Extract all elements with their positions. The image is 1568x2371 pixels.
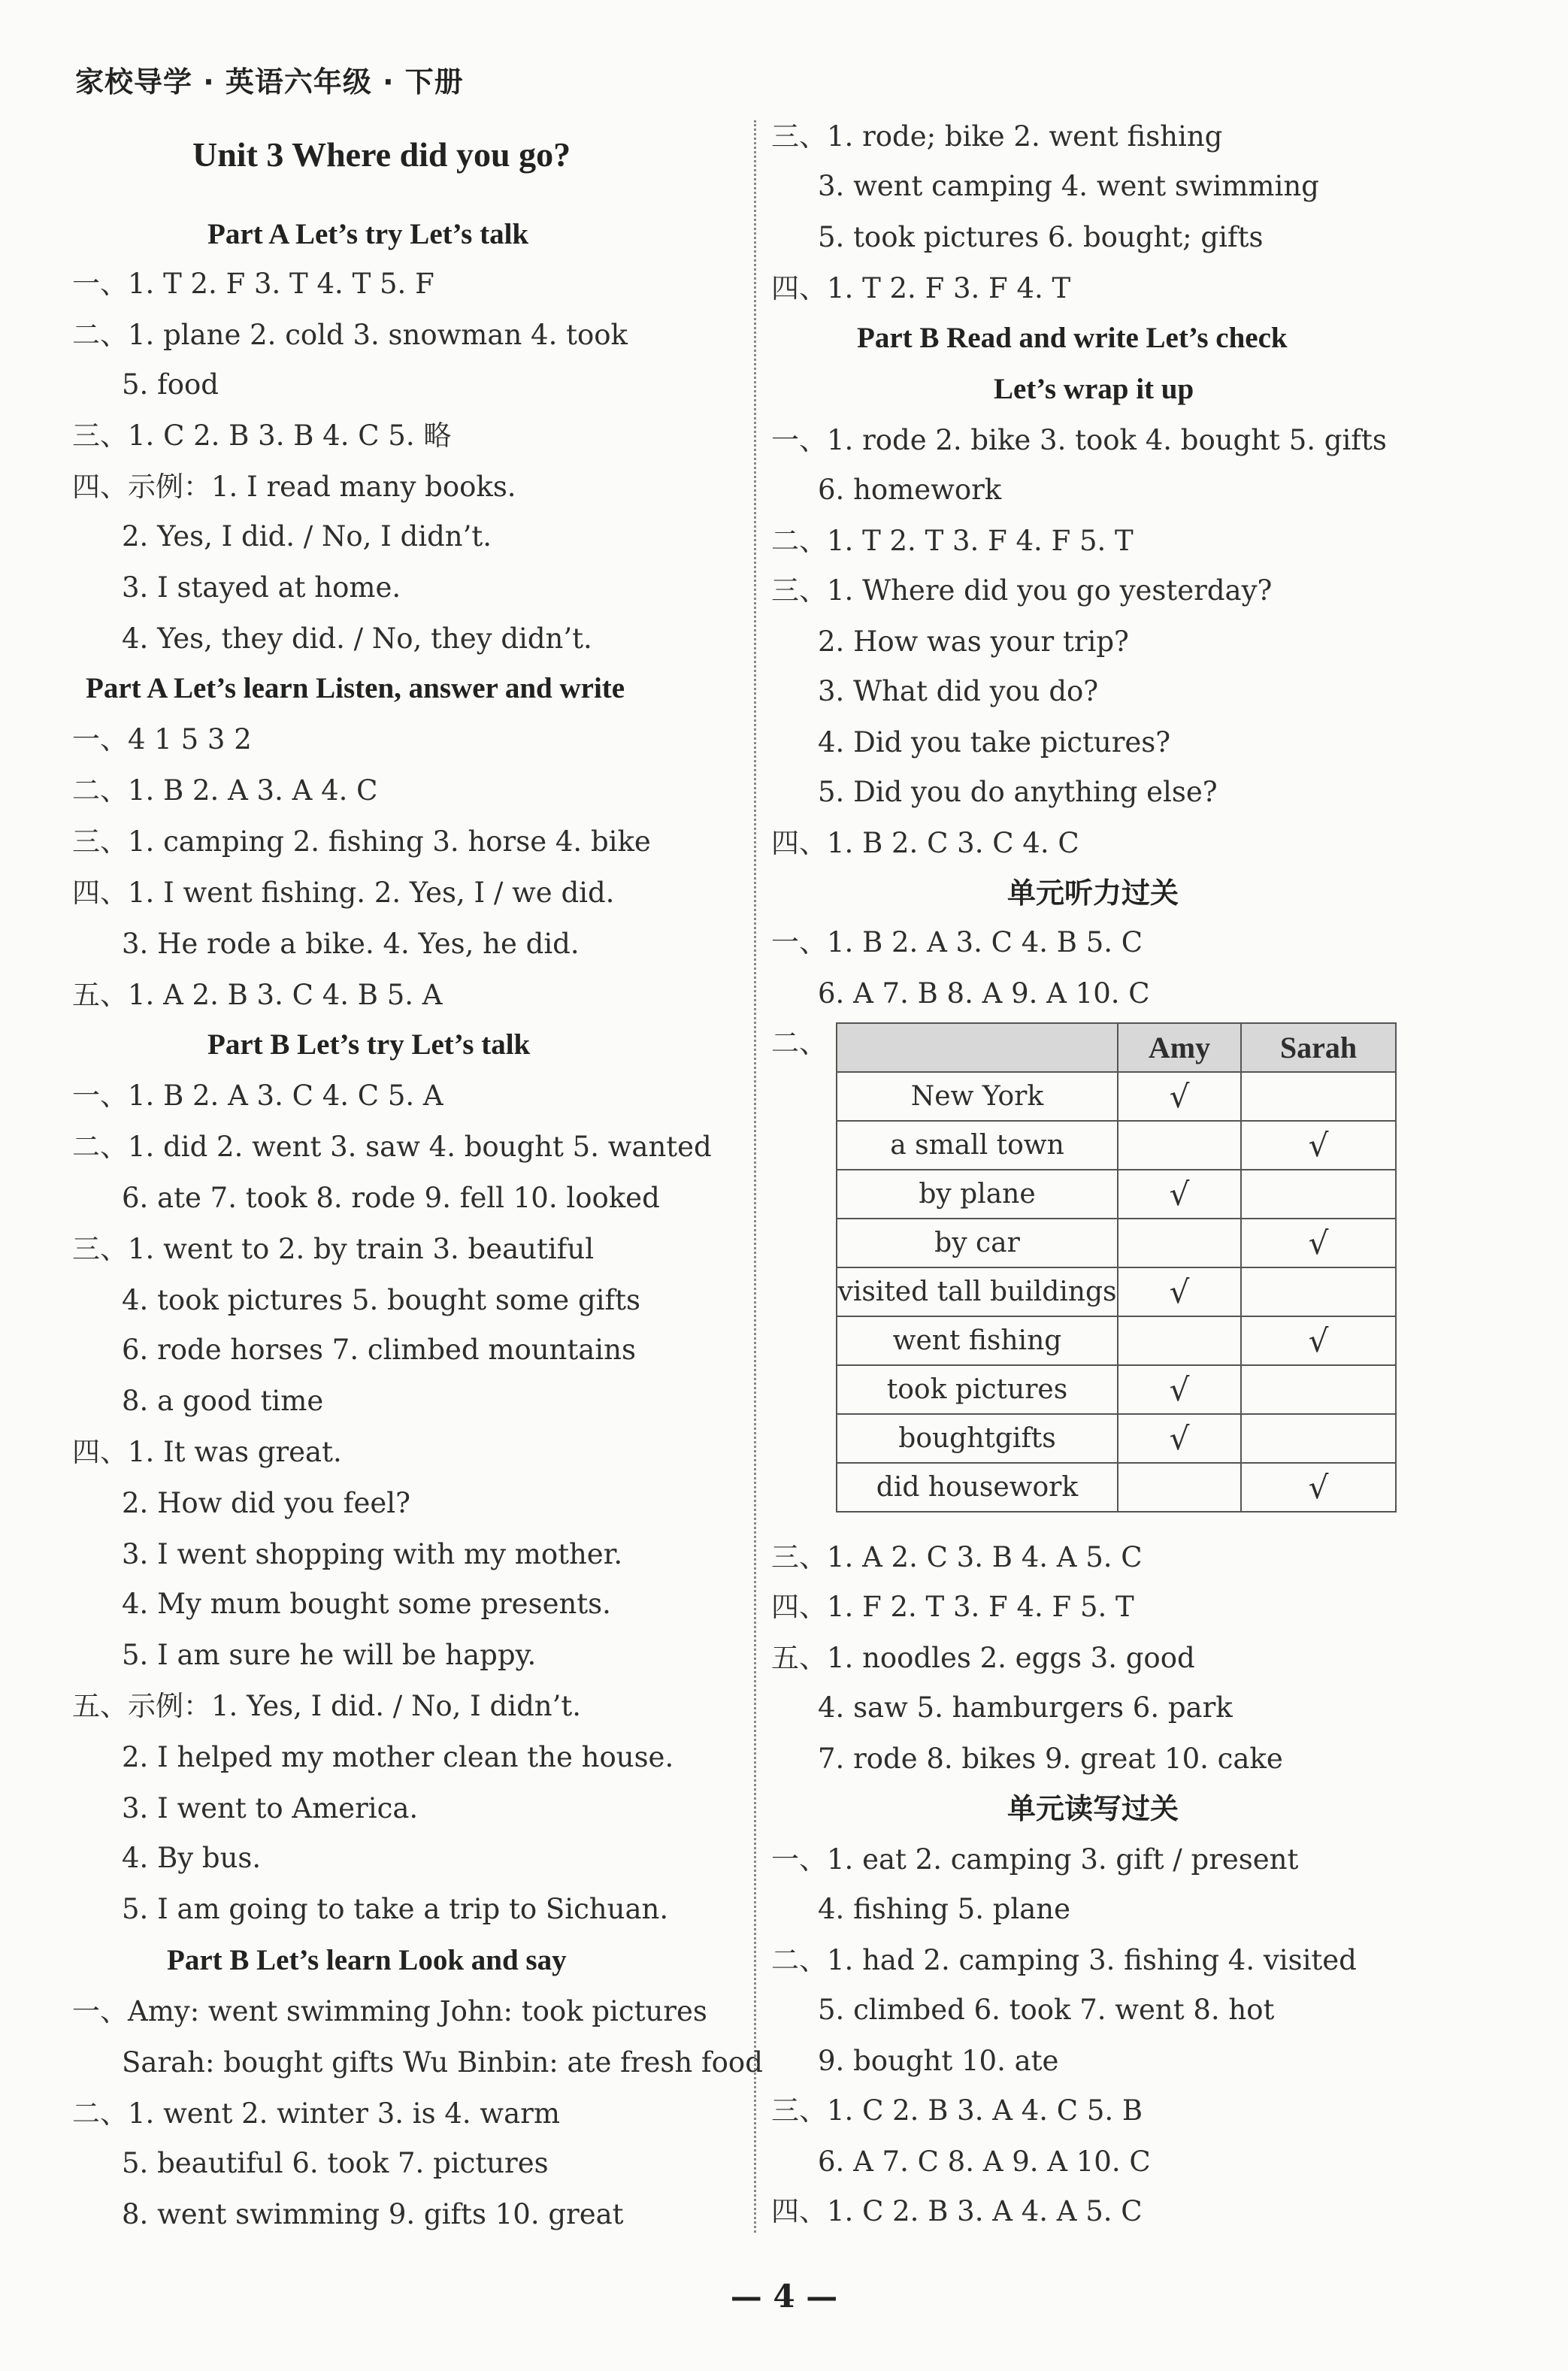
table-row bbox=[837, 1316, 1396, 1365]
section-heading: 单元听力过关 bbox=[1007, 877, 1179, 910]
answer-line: 5. I am sure he will be happy. bbox=[122, 1639, 537, 1671]
answer-line: 二、1. T 2. T 3. F 4. F 5. T bbox=[771, 525, 1134, 557]
answer-line: 一、1. B 2. A 3. C 4. C 5. A bbox=[72, 1080, 443, 1112]
answer-line: 3. I went to America. bbox=[122, 1792, 419, 1824]
table-cell: by car bbox=[837, 1219, 1118, 1267]
answer-line: 五、示例：1. Yes, I did. / No, I didn’t. bbox=[72, 1690, 581, 1722]
answer-line: 三、1. rode; bike 2. went fishing bbox=[771, 120, 1223, 153]
answer-line: 二、1. had 2. camping 3. fishing 4. visited bbox=[771, 1944, 1357, 1976]
table-header-item bbox=[837, 1023, 1118, 1072]
answer-line: 一、1. eat 2. camping 3. gift / present bbox=[771, 1843, 1299, 1876]
answer-label: 二、 bbox=[771, 1027, 827, 1059]
answer-line: 四、1. C 2. B 3. A 4. A 5. C bbox=[771, 2195, 1143, 2227]
answer-line: 2. Yes, I did. / No, I didn’t. bbox=[122, 520, 492, 553]
table-cell: went fishing bbox=[837, 1316, 1118, 1365]
answer-line: 四、1. It was great. bbox=[72, 1436, 342, 1468]
answer-line: 一、Amy: went swimming John: took pictures bbox=[72, 1995, 707, 2027]
answer-line: 4. fishing 5. plane bbox=[818, 1893, 1071, 1925]
answer-line: 4. saw 5. hamburgers 6. park bbox=[818, 1691, 1233, 1724]
section-heading: Part A Let’s try Let’s talk bbox=[207, 218, 529, 250]
table-row bbox=[837, 1072, 1396, 1121]
table-cell: a small town bbox=[837, 1121, 1118, 1170]
table-cell: by plane bbox=[837, 1170, 1118, 1219]
answer-line: 4. Yes, they did. / No, they didn’t. bbox=[122, 622, 592, 655]
answer-line: 7. rode 8. bikes 9. great 10. cake bbox=[818, 1743, 1283, 1775]
answer-table bbox=[836, 1022, 1397, 1513]
table-cell: New York bbox=[837, 1072, 1118, 1121]
check-mark: √ bbox=[1241, 1316, 1396, 1365]
check-mark bbox=[1241, 1072, 1396, 1121]
answer-line: 6. rode horses 7. climbed mountains bbox=[122, 1334, 636, 1366]
page-header: 家校导学 · 英语六年级 · 下册 bbox=[75, 65, 464, 98]
table-row bbox=[837, 1170, 1396, 1219]
answer-line: 3. went camping 4. went swimming bbox=[818, 170, 1319, 202]
table-cell: visited tall buildings bbox=[837, 1267, 1118, 1316]
section-heading: Let’s wrap it up bbox=[994, 373, 1194, 405]
check-mark bbox=[1241, 1365, 1396, 1414]
check-mark: √ bbox=[1241, 1121, 1396, 1170]
section-heading: Part B Let’s try Let’s talk bbox=[207, 1028, 531, 1061]
answer-line: 二、1. did 2. went 3. saw 4. bought 5. wanted bbox=[72, 1131, 712, 1163]
check-mark bbox=[1118, 1463, 1241, 1512]
table-cell: did housework bbox=[837, 1463, 1118, 1512]
check-mark bbox=[1118, 1316, 1241, 1365]
answer-line: 四、1. B 2. C 3. C 4. C bbox=[771, 827, 1079, 859]
table-row bbox=[837, 1219, 1396, 1267]
answer-line: 6. A 7. C 8. A 9. A 10. C bbox=[818, 2145, 1151, 2178]
answer-line: 一、1. T 2. F 3. T 4. T 5. F bbox=[72, 268, 434, 300]
answer-line: 4. took pictures 5. bought some gifts bbox=[122, 1284, 641, 1316]
unit-title: Unit 3 Where did you go? bbox=[192, 135, 571, 174]
table-cell: boughtgifts bbox=[837, 1414, 1118, 1463]
check-mark: √ bbox=[1118, 1414, 1241, 1463]
answer-line: 四、1. F 2. T 3. F 4. F 5. T bbox=[771, 1591, 1134, 1623]
check-mark: √ bbox=[1118, 1267, 1241, 1316]
answer-line: 2. How was your trip? bbox=[818, 625, 1129, 658]
answer-line: 4. Did you take pictures? bbox=[818, 726, 1171, 759]
check-mark: √ bbox=[1118, 1072, 1241, 1121]
table-row bbox=[837, 1365, 1396, 1414]
check-mark bbox=[1241, 1267, 1396, 1316]
section-heading: Part A Let’s learn Listen, answer and write bbox=[86, 672, 625, 704]
check-mark bbox=[1118, 1219, 1241, 1267]
answer-line: 8. a good time bbox=[122, 1385, 324, 1417]
answer-line: 2. How did you feel? bbox=[122, 1487, 410, 1519]
check-mark bbox=[1241, 1170, 1396, 1219]
check-mark bbox=[1241, 1414, 1396, 1463]
answer-line: 3. I stayed at home. bbox=[122, 571, 401, 604]
section-heading: Part B Let’s learn Look and say bbox=[167, 1944, 567, 1976]
answer-line: 5. beautiful 6. took 7. pictures bbox=[122, 2147, 549, 2179]
section-heading: 单元读写过关 bbox=[1007, 1792, 1179, 1825]
answer-line: 一、4 1 5 3 2 bbox=[72, 723, 252, 756]
table-row bbox=[837, 1267, 1396, 1316]
answer-line: Sarah: bought gifts Wu Binbin: ate fresh food bbox=[122, 2046, 763, 2079]
answer-line: 3. What did you do? bbox=[818, 675, 1099, 707]
answer-line: 2. I helped my mother clean the house. bbox=[122, 1741, 674, 1773]
answer-line: 6. ate 7. took 8. rode 9. fell 10. looked bbox=[122, 1182, 660, 1214]
check-mark: √ bbox=[1118, 1365, 1241, 1414]
answer-line: 9. bought 10. ate bbox=[818, 2045, 1059, 2077]
check-mark bbox=[1118, 1121, 1241, 1170]
answer-line: 5. I am going to take a trip to Sichuan. bbox=[122, 1893, 669, 1925]
answer-line: 5. Did you do anything else? bbox=[818, 776, 1218, 808]
answer-line: 三、1. C 2. B 3. B 4. C 5. 略 bbox=[72, 419, 452, 452]
table-header-amy: Amy bbox=[1118, 1023, 1241, 1072]
answer-line: 四、示例：1. I read many books. bbox=[72, 471, 516, 503]
check-mark: √ bbox=[1241, 1463, 1396, 1512]
table-row bbox=[837, 1414, 1396, 1463]
answer-line: 6. A 7. B 8. A 9. A 10. C bbox=[818, 977, 1150, 1010]
answer-line: 5. took pictures 6. bought; gifts bbox=[818, 221, 1264, 253]
table-cell: took pictures bbox=[837, 1365, 1118, 1414]
answer-line: 3. He rode a bike. 4. Yes, he did. bbox=[122, 928, 580, 960]
answer-line: 四、1. T 2. F 3. F 4. T bbox=[771, 272, 1071, 304]
answer-line: 四、1. I went fishing. 2. Yes, I / we did. bbox=[72, 877, 615, 909]
answer-line: 3. I went shopping with my mother. bbox=[122, 1538, 623, 1570]
check-mark: √ bbox=[1118, 1170, 1241, 1219]
column-divider bbox=[754, 120, 756, 2233]
answer-line: 三、1. C 2. B 3. A 4. C 5. B bbox=[771, 2094, 1143, 2127]
answer-line: 8. went swimming 9. gifts 10. great bbox=[122, 2198, 624, 2230]
answer-line: 五、1. noodles 2. eggs 3. good bbox=[771, 1642, 1195, 1674]
table-header-sarah: Sarah bbox=[1241, 1023, 1396, 1072]
answer-line: 三、1. went to 2. by train 3. beautiful bbox=[72, 1233, 595, 1265]
answer-line: 三、1. A 2. C 3. B 4. A 5. C bbox=[771, 1541, 1143, 1573]
answer-line: 一、1. rode 2. bike 3. took 4. bought 5. gifts bbox=[771, 424, 1387, 456]
answer-line: 二、1. B 2. A 3. A 4. C bbox=[72, 774, 378, 807]
table-header-row bbox=[837, 1023, 1396, 1072]
answer-line: 三、1. camping 2. fishing 3. horse 4. bike bbox=[72, 825, 651, 858]
answer-line: 五、1. A 2. B 3. C 4. B 5. A bbox=[72, 979, 443, 1011]
table-row bbox=[837, 1121, 1396, 1170]
answer-line: 4. By bus. bbox=[122, 1842, 262, 1874]
answer-line: 4. My mum bought some presents. bbox=[122, 1588, 611, 1620]
answer-line: 6. homework bbox=[818, 474, 1002, 506]
answer-line: 二、1. plane 2. cold 3. snowman 4. took bbox=[72, 319, 628, 351]
section-heading: Part B Read and write Let’s check bbox=[857, 322, 1288, 354]
answer-line: 5. climbed 6. took 7. went 8. hot bbox=[818, 1994, 1275, 2026]
answer-line: 5. food bbox=[122, 368, 219, 401]
check-mark: √ bbox=[1241, 1219, 1396, 1267]
answer-line: 三、1. Where did you go yesterday? bbox=[771, 574, 1273, 607]
page-number: — 4 — bbox=[730, 2278, 838, 2315]
table-row bbox=[837, 1463, 1396, 1512]
answer-line: 二、1. went 2. winter 3. is 4. warm bbox=[72, 2097, 560, 2130]
answer-line: 一、1. B 2. A 3. C 4. B 5. C bbox=[771, 926, 1143, 958]
